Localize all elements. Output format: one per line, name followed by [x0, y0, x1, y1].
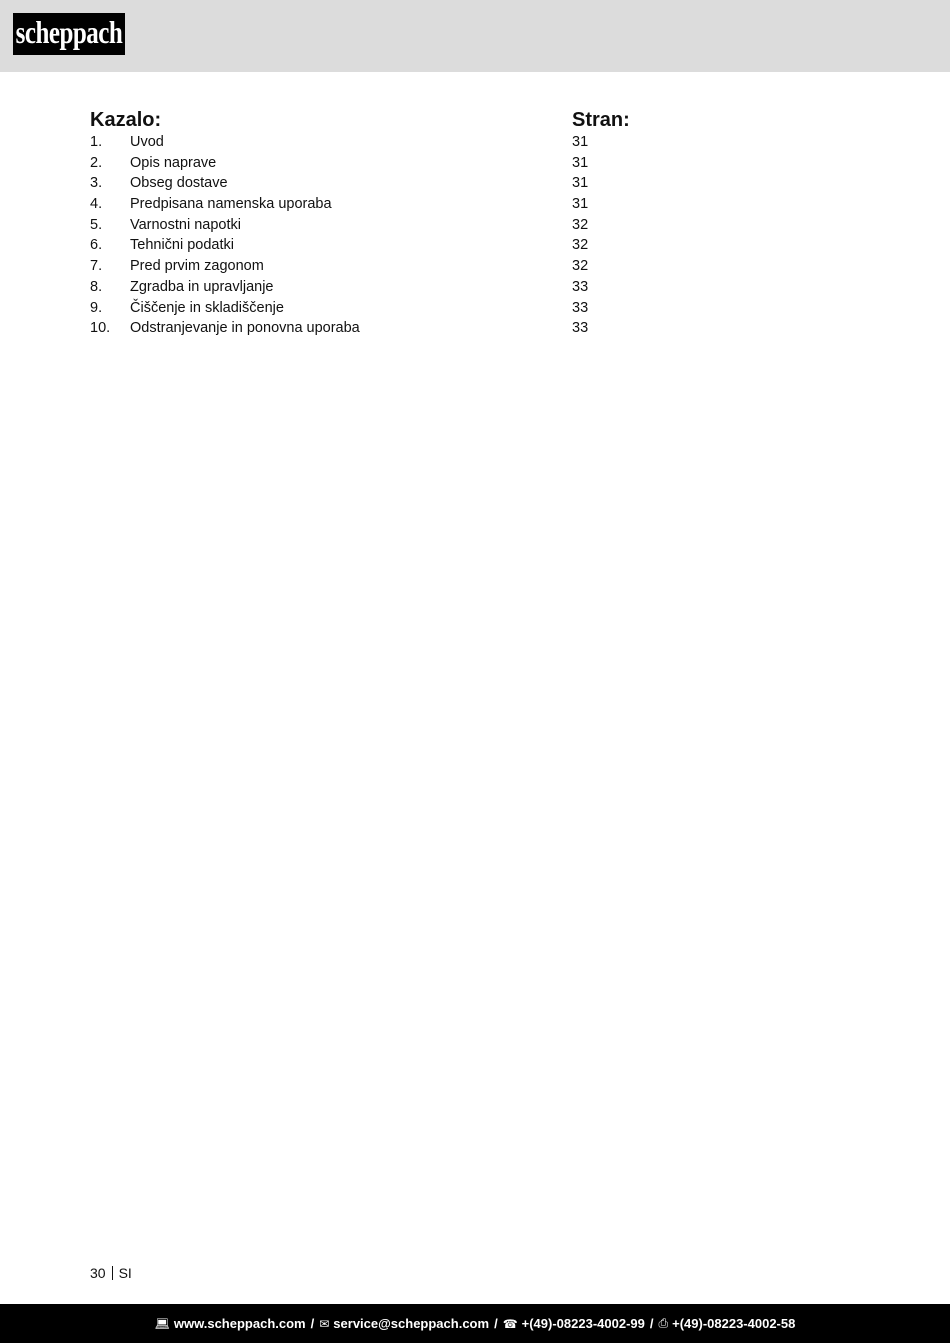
page-number-value: 30: [90, 1265, 106, 1281]
fax-icon: ⎙︎: [658, 1316, 669, 1330]
toc-item-number: 10.: [90, 320, 111, 337]
separator: /: [494, 1316, 498, 1331]
toc-item-page: 33: [572, 299, 589, 316]
toc-item[interactable]: [90, 132, 650, 153]
phone-number[interactable]: +(49)-08223-4002-99: [521, 1316, 645, 1331]
toc-item-title: Tehnični podatki: [130, 237, 234, 254]
toc-item-number: 8.: [90, 278, 103, 295]
email-link[interactable]: service@scheppach.com: [333, 1316, 490, 1331]
toc-item-number: 1.: [90, 134, 103, 150]
toc-item-page: 31: [572, 134, 589, 150]
toc-item-number: 5.: [90, 216, 103, 233]
page-number: [90, 1263, 132, 1283]
toc-item[interactable]: [90, 277, 650, 298]
separator: /: [649, 1316, 654, 1331]
phone-icon: ☎︎: [502, 1316, 518, 1331]
language-code: SI: [118, 1265, 132, 1281]
toc-item-title: Opis naprave: [130, 154, 217, 171]
separator: /: [310, 1316, 315, 1331]
toc-page-heading: Stran:: [572, 109, 630, 131]
toc-item-title: Čiščenje in skladiščenje: [130, 299, 284, 316]
toc-item-page: 33: [572, 320, 589, 337]
toc-item-title: Uvod: [130, 134, 164, 150]
toc-item[interactable]: [90, 194, 650, 215]
header-band: [0, 0, 950, 72]
toc-item-page: 32: [572, 237, 589, 254]
website-link[interactable]: www.scheppach.com: [173, 1316, 306, 1331]
toc-item-number: 9.: [90, 299, 103, 316]
toc-item-page: 32: [572, 216, 589, 233]
toc-item-number: 6.: [90, 237, 103, 254]
toc-item-title: Odstranjevanje in ponovna uporaba: [130, 320, 360, 337]
toc-item-page: 32: [572, 258, 589, 275]
toc-item-number: 4.: [90, 196, 103, 213]
toc-item-number: 7.: [90, 258, 103, 275]
toc-item-title: Predpisana namenska uporaba: [130, 196, 332, 213]
toc-item-number: 3.: [90, 175, 103, 192]
page-number-divider: [112, 1266, 113, 1280]
toc-item-title: Pred prvim zagonom: [130, 258, 264, 275]
email-icon: ✉︎: [319, 1316, 330, 1331]
toc-item-page: 31: [572, 154, 589, 171]
toc-item-page: 31: [572, 175, 589, 192]
contact-bar: [0, 1304, 950, 1343]
logo-text: scheppach: [15, 16, 123, 51]
scheppach-logo: [13, 13, 125, 55]
toc-item[interactable]: [90, 153, 650, 174]
toc-heading: Kazalo:: [90, 109, 162, 131]
toc-item[interactable]: [90, 173, 650, 194]
toc-item-title: Varnostni napotki: [130, 216, 241, 233]
toc-item[interactable]: [90, 298, 650, 319]
toc-item[interactable]: [90, 318, 650, 339]
toc-item-number: 2.: [90, 154, 103, 171]
toc-item[interactable]: [90, 215, 650, 236]
toc-item-title: Obseg dostave: [130, 175, 228, 192]
toc-item-page: 33: [572, 278, 589, 295]
toc-item-title: Zgradba in upravljanje: [130, 278, 274, 295]
toc-item[interactable]: [90, 235, 650, 256]
toc-item[interactable]: [90, 256, 650, 277]
toc-list: [90, 132, 650, 339]
toc-item-page: 31: [572, 196, 589, 213]
fax-number: +(49)-08223-4002-58: [672, 1316, 796, 1331]
computer-icon: 💻︎: [154, 1316, 170, 1331]
